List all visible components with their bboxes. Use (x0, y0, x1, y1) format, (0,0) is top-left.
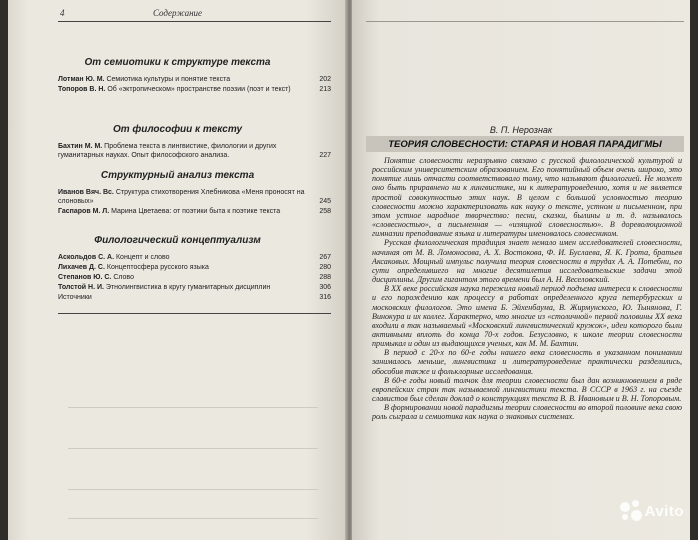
avito-watermark (620, 500, 684, 522)
right-page (352, 0, 690, 540)
toc-title: Семиотика культуры и понятие текста (106, 76, 231, 83)
article-author: В. П. Нерознак (489, 125, 553, 135)
avito-logo-icon (620, 500, 642, 522)
toc-page: 202 (319, 76, 331, 83)
toc-entry (58, 253, 331, 262)
toc-author: Аскольдов С. А. (58, 254, 115, 261)
header-rule (58, 21, 331, 22)
toc-title: Марина Цветаева: от поэтики быта к поэтике текста (111, 208, 281, 215)
toc-title: Структура стихотворения Хлебникова «Меня проносят на слоновых» (58, 189, 305, 205)
toc-title: Об «эктропическом» пространстве поэзии (поэт и текст) (107, 86, 291, 93)
toc-title: Концептосфера русского языка (106, 264, 209, 271)
toc-page: 316 (319, 294, 331, 301)
article-body (372, 156, 682, 422)
toc-author: Лотман Ю. М. (58, 76, 105, 83)
running-head: Содержание (152, 8, 203, 18)
page-number: 4 (60, 8, 65, 18)
toc-author: Топоров В. Н. (58, 86, 106, 93)
toc-page: 306 (319, 284, 331, 291)
toc-section-structural (58, 188, 331, 217)
toc-page: 258 (319, 208, 331, 215)
toc-author: Иванов Вяч. Вс. (58, 189, 114, 196)
toc-title: Источники (58, 294, 92, 301)
section-heading: Структурный анализ текста (100, 170, 255, 181)
toc-entry (58, 75, 331, 84)
body-paragraph: Русская филологическая традиция знает немало имен исследователей словесности, начиная от М. В. Ломоносова, А. Х. Востокова, Ф. И. Буслаева, Я. К. Грота, братьев Аксаковых. Мощный импульс получила теория словесности в трудах А. А. Потебни, по сути определившего на многие десятилетия исследовательские задачи этой дисциплины. Другим гигантом этого времени был А. Н. Веселовский. (372, 238, 682, 285)
toc-entry (58, 207, 331, 216)
toc-author: Степанов Ю. С. (58, 274, 112, 281)
toc-section-semiotics (58, 75, 331, 95)
section-heading: От семиотики к структуре текста (84, 57, 271, 68)
toc-entry (58, 283, 331, 292)
toc-bottom-rule (58, 313, 331, 314)
body-paragraph: В формировании новой парадигмы теории словесности во второй половине века свою роль сыграла и семиотика как наука о знаковых системах. (372, 403, 682, 422)
toc-page: 267 (319, 254, 331, 261)
toc-page: 245 (319, 198, 331, 205)
body-paragraph: В 60-е годы новый толчок для теории словесности был дан возникновением в ряде европейских стран так называемой лингвистики текста. В СССР в 1963 г. на съезде славистов был сделан доклад о конструкциях текста В. В. Ивановым и В. Н. Топоровым. (372, 375, 682, 404)
header-rule (366, 21, 684, 22)
body-paragraph: В период с 20-х по 60-е годы нашего века словесность в указанном понимании занималось меньше, лингвистика и литературоведение практически разделились, обособив также и фольклорные исследования. (372, 348, 682, 376)
toc-author: Лихачев Д. С. (58, 264, 105, 271)
toc-page: 213 (319, 86, 331, 93)
toc-author: Толстой Н. И. (58, 284, 104, 291)
toc-entry (58, 293, 331, 302)
toc-title: Слово (113, 274, 134, 281)
toc-page: 288 (319, 274, 331, 281)
toc-title: Проблема текста в лингвистике, филологии и других гуманитарных науках. Опыт философского анализа. (58, 143, 277, 159)
toc-page: 280 (319, 264, 331, 271)
toc-author: Гаспаров М. Л. (58, 208, 110, 215)
toc-author: Бахтин М. М. (58, 143, 103, 150)
section-heading: От философии к тексту (112, 124, 243, 135)
toc-entry (58, 273, 331, 282)
toc-page: 227 (319, 152, 331, 159)
toc-entry (58, 85, 331, 94)
toc-entry (58, 142, 331, 160)
toc-title: Этнолингвистика в кругу гуманитарных дисциплин (105, 284, 271, 291)
body-paragraph: Понятие словесности неразрывно связано с русской филологической культурой и российским университетским образованием. Его понятийный объем очень широко, это понятие лишь отчасти соответствовало тому, что называют филологией. Не может оно быть приравнено ни к лингвистике, ни к литературоведению, хотя и не является простой совокупностью этих наук. В целом с большой условностью теорию словесности можно характеризовать как науку о тексте, устном и письменном, при этом устное народное творчество: песни, сказки, былины и т. д. называлось «словесностью», а письменная — «изящной словесностью». В дореволюционной гимназии преподавание языка и литературы именовалось словесником. (372, 156, 682, 239)
toc-title: Концепт и слово (115, 254, 170, 261)
watermark-text: Avito (644, 502, 684, 520)
toc-section-conceptualism (58, 253, 331, 303)
left-page (8, 0, 347, 540)
show-through-text (68, 345, 318, 525)
toc-entry (58, 263, 331, 272)
toc-section-philosophy (58, 142, 331, 161)
section-heading: Филологический концептуализм (94, 235, 261, 246)
body-paragraph: В XX веке российская наука пережила новый период подъема интереса к словесности и его порождению как процессу в работах определенного круга петербургских и московских филологов. Это имена Б. Эйхенбаума, В. Жирмунского, Ю. Тынянова, Г. Винокура и их коллег. Характерно, что многие из «столичной» первой половины XX века входили в так называемый «Московский лингвистический кружок», идеи которого были активными вплоть до конца 70-х годов. Безусловно, к школе теории словесности примыкал и один из выдающихся ученых, как М. М. Бахтин. (372, 284, 682, 349)
toc-entry (58, 188, 331, 206)
article-title: ТЕОРИЯ СЛОВЕСНОСТИ: СТАРАЯ И НОВАЯ ПАРАДИГМЫ (366, 136, 684, 152)
